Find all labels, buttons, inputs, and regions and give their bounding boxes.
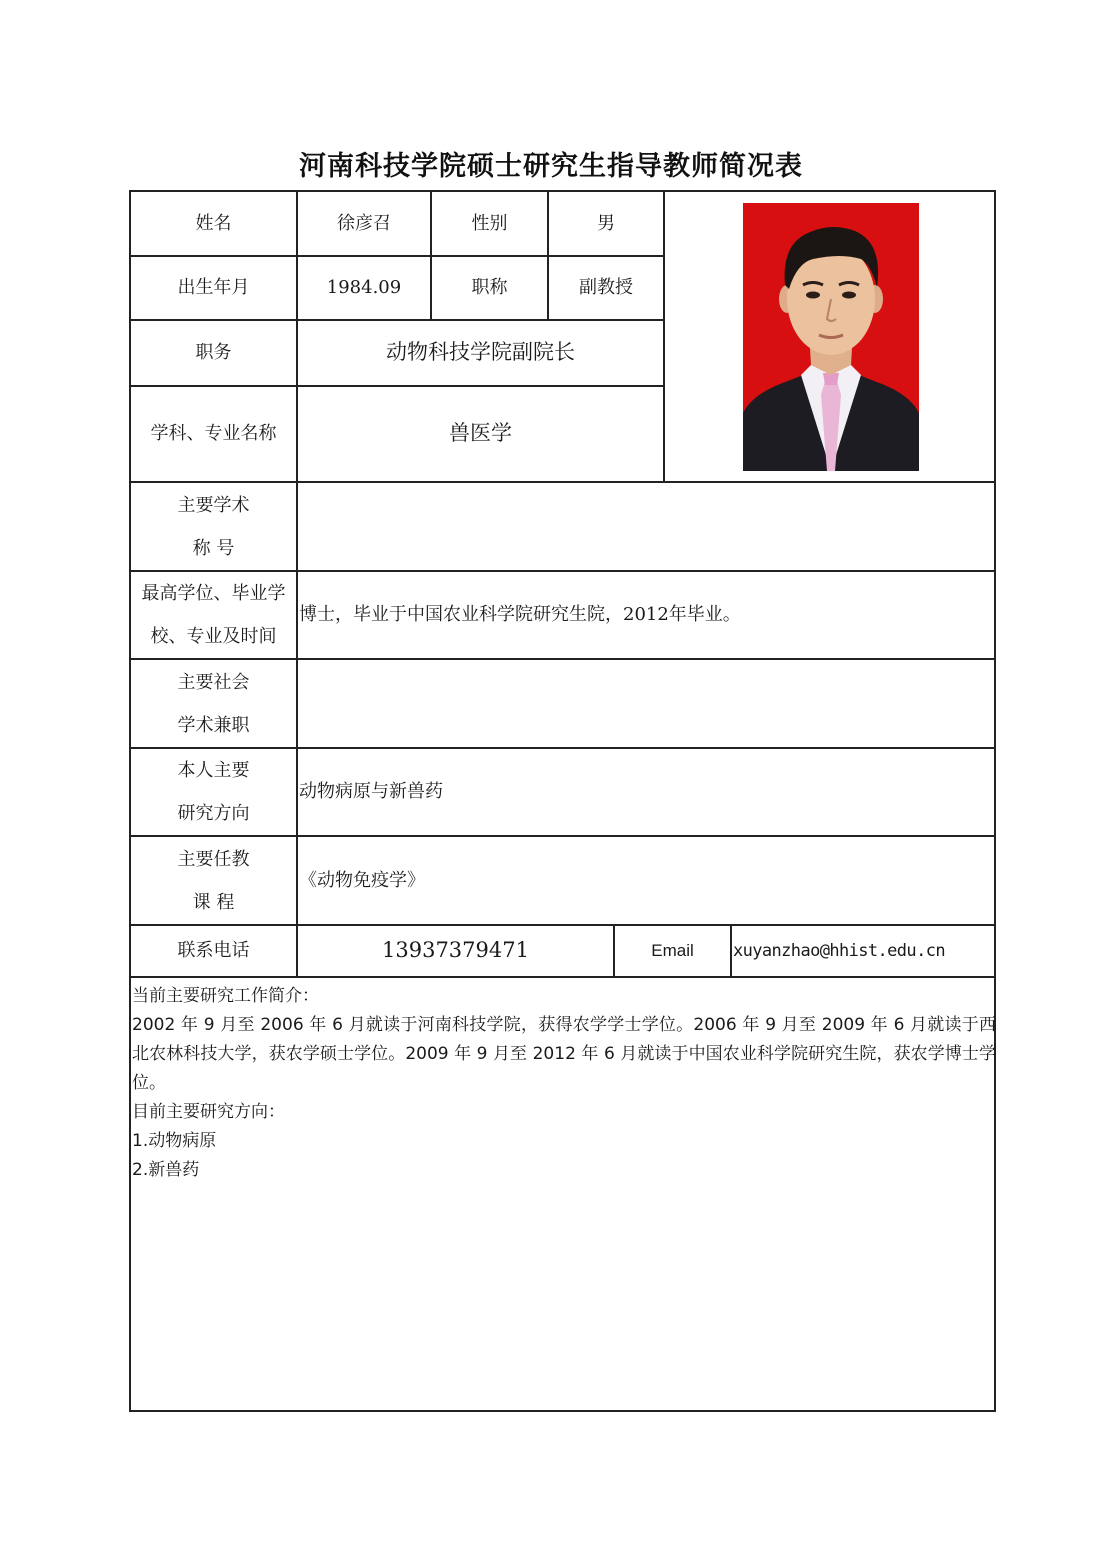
name-label: 姓名 [195, 212, 232, 234]
courses-value: 《动物免疫学》 [299, 869, 425, 891]
honors-label-line2: 称 号 [192, 537, 235, 559]
discipline-label: 学科、专业名称 [150, 423, 277, 445]
social-value [298, 660, 996, 747]
social-label-line1: 主要社会 [177, 671, 250, 693]
gender-label: 性别 [471, 212, 508, 234]
research-label-line2: 研究方向 [177, 803, 250, 824]
directions-heading: 目前主要研究方向： [132, 1102, 285, 1122]
research-summary [132, 982, 996, 1185]
courses-label-line1: 主要任教 [177, 848, 250, 870]
summary-paragraph: 2002 年 9 月至 2006 年 6 月就读于河南科技学院，获得农学学士学位。2006 年 9 月至 2009 年 6 月就读于西北农林科技大学，获农学硕士学位。2009 年 9 月至 2012 年 6 月就读于中国农业科学院研究生院，获农学博士学位。 [132, 1015, 996, 1093]
phone-label: 联系电话 [177, 940, 250, 962]
page-title: 河南科技学院硕士研究生指导教师简况表 [299, 151, 803, 182]
honors-label-line1: 主要学术 [177, 494, 250, 516]
position-value: 动物科技学院副院长 [386, 340, 575, 365]
birth-value: 1984.09 [326, 277, 402, 299]
col-divider [663, 190, 665, 483]
courses-label [131, 837, 296, 924]
degree-label-line2: 校、专业及时间 [150, 626, 277, 647]
row-divider [129, 976, 996, 978]
gender-value: 男 [597, 212, 615, 234]
person-portrait-icon [743, 203, 919, 471]
direction-item: 2.新兽药 [132, 1160, 200, 1180]
email-label: Email [651, 940, 694, 960]
honors-value [298, 483, 996, 570]
phone-value: 13937379471 [382, 938, 529, 963]
research-label-line1: 本人主要 [177, 760, 250, 781]
position-label: 职务 [195, 342, 232, 364]
birth-label: 出生年月 [177, 277, 250, 299]
email-value: xuyanzhao@hhist.edu.cn [733, 940, 945, 961]
degree-label [131, 572, 296, 658]
summary-heading: 当前主要研究工作简介： [132, 986, 319, 1006]
rank-label: 职称 [471, 277, 508, 299]
degree-value: 博士，毕业于中国农业科学院研究生院，2012年毕业。 [299, 604, 741, 626]
courses-label-line2: 课 程 [192, 891, 235, 913]
social-label [131, 660, 296, 747]
degree-label-line1: 最高学位、毕业学 [141, 583, 286, 604]
research-label [131, 749, 296, 835]
name-value: 徐彦召 [337, 212, 391, 234]
discipline-value: 兽医学 [449, 421, 512, 446]
honors-label [131, 483, 296, 570]
rank-value: 副教授 [579, 277, 633, 299]
research-value: 动物病原与新兽药 [299, 781, 443, 803]
profile-photo [743, 203, 919, 471]
direction-item: 1.动物病原 [132, 1131, 217, 1151]
social-label-line2: 学术兼职 [177, 714, 250, 736]
